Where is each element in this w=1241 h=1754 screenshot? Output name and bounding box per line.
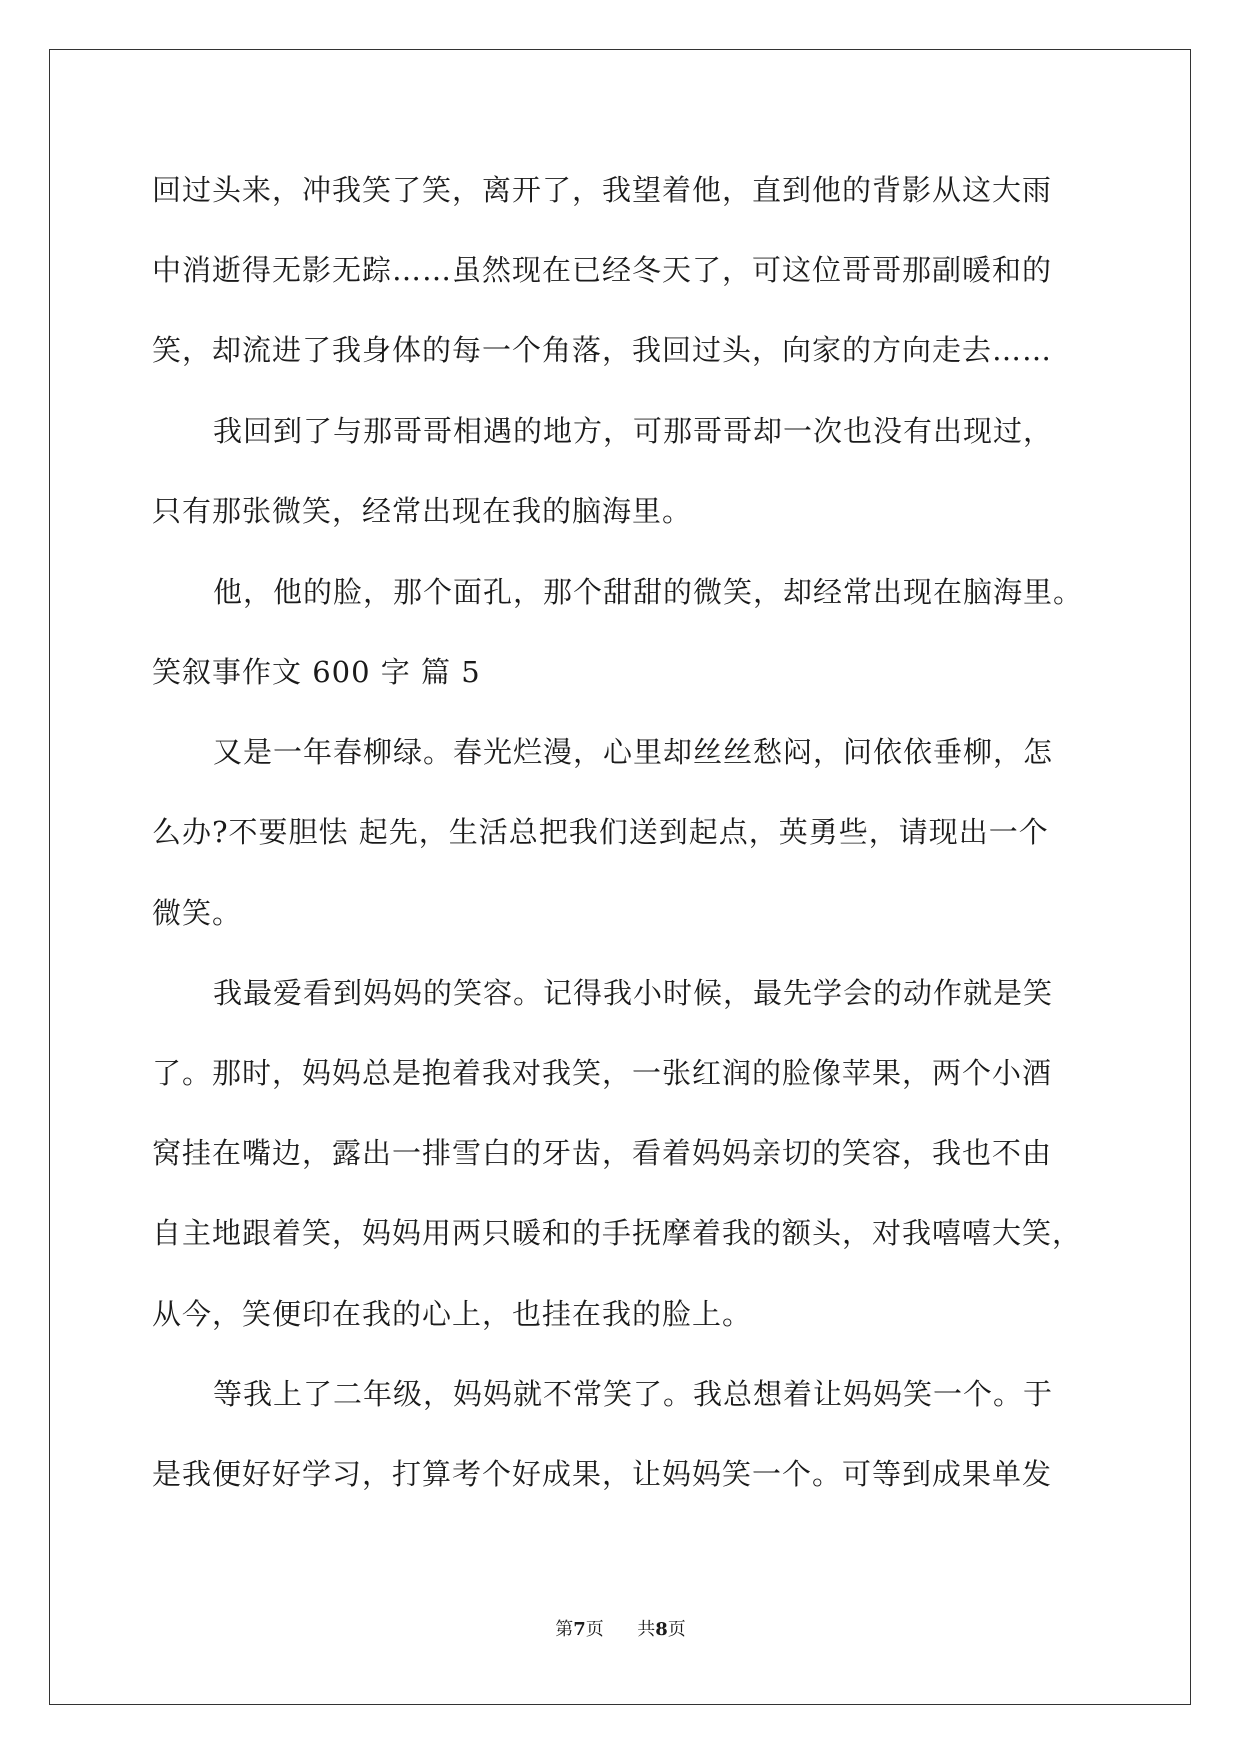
text-line: 微笑。	[152, 896, 243, 930]
text-line: 窝挂在嘴边，露出一排雪白的牙齿，看着妈妈亲切的笑容，我也不由	[152, 1136, 1053, 1170]
total-page-number: 8	[655, 1619, 668, 1640]
paragraph-start-line: 等我上了二年级，妈妈就不常笑了。我总想着让妈妈笑一个。于	[213, 1377, 1054, 1411]
paragraph-start-line: 他，他的脸，那个面孔，那个甜甜的微笑，却经常出现在脑海里。	[213, 575, 1084, 609]
text-line: 回过头来，冲我笑了笑，离开了，我望着他，直到他的背影从这大雨	[152, 173, 1053, 207]
paragraph-start-line: 我最爱看到妈妈的笑容。记得我小时候，最先学会的动作就是笑	[213, 976, 1054, 1010]
text-line: 只有那张微笑，经常出现在我的脑海里。	[152, 494, 693, 528]
text-line: 是我便好好学习，打算考个好成果，让妈妈笑一个。可等到成果单发	[152, 1457, 1053, 1491]
paragraph-start-line: 我回到了与那哥哥相遇的地方，可那哥哥却一次也没有出现过，	[213, 414, 1054, 448]
text-line: 从今，笑便印在我的心上，也挂在我的脸上。	[152, 1297, 753, 1331]
page-footer	[0, 1618, 1241, 1642]
current-page-number: 7	[573, 1619, 586, 1640]
text-line: 么办?不要胆怯 起先，生活总把我们送到起点，英勇些，请现出一个	[152, 815, 1049, 849]
paragraph-start-line: 又是一年春柳绿。春光烂漫，心里却丝丝愁闷，问依依垂柳，怎	[213, 735, 1054, 769]
section-heading: 笑叙事作文 600 字 篇 5	[152, 655, 481, 689]
text-line: 自主地跟着笑，妈妈用两只暖和的手抚摩着我的额头，对我嘻嘻大笑，	[152, 1216, 1083, 1250]
page-number-label: 第7页	[555, 1619, 604, 1640]
text-line: 笑，却流进了我身体的每一个角落，我回过头，向家的方向走去……	[152, 333, 1053, 367]
text-line: 了。那时，妈妈总是抱着我对我笑，一张红润的脸像苹果，两个小酒	[152, 1056, 1053, 1090]
text-line: 中消逝得无影无踪……虽然现在已经冬天了，可这位哥哥那副暖和的	[152, 253, 1053, 287]
total-pages-label: 共8页	[637, 1619, 686, 1640]
